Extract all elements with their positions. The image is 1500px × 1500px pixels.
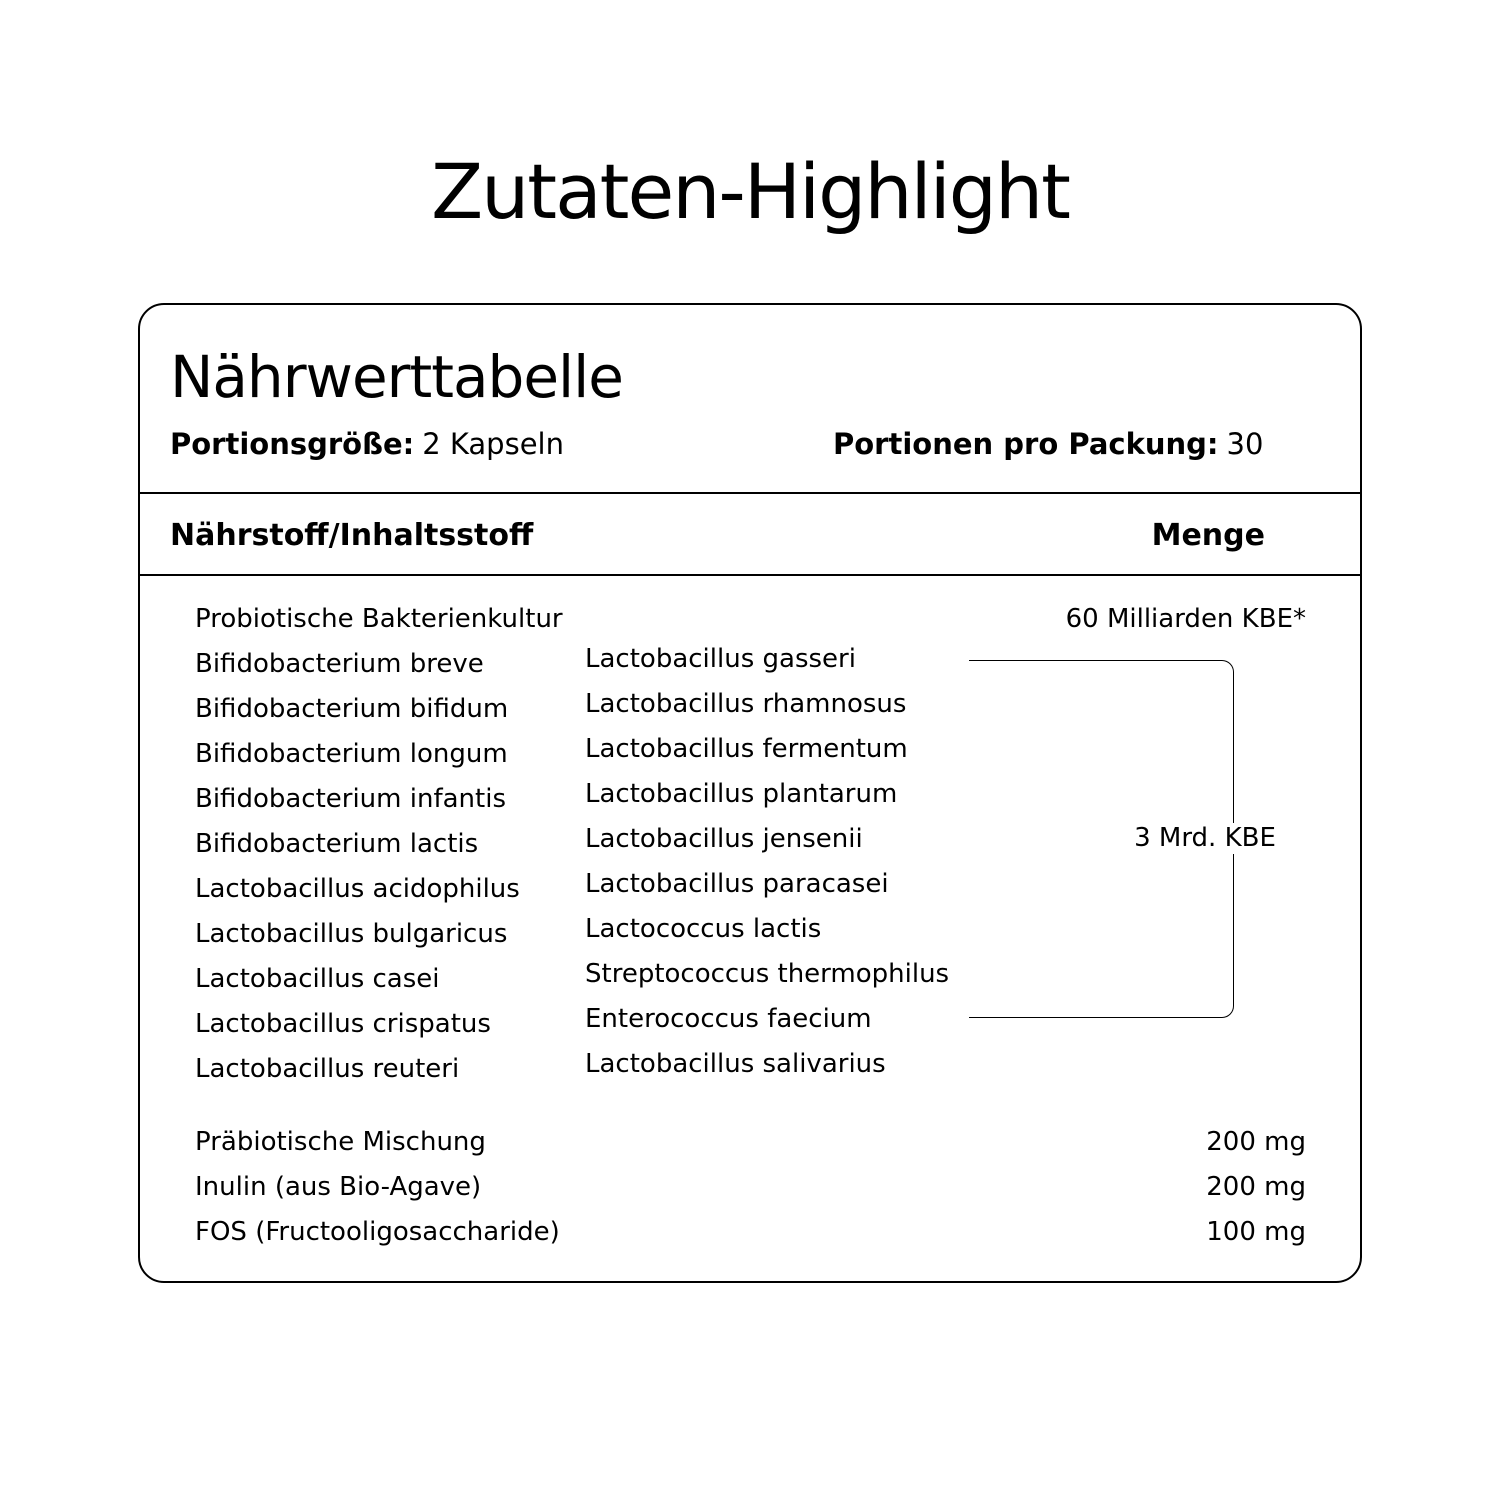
probiotic-label: Probiotische Bakterienkultur (195, 604, 563, 634)
divider (140, 492, 1360, 494)
serving-size (170, 427, 564, 462)
serving-size-label: Portionsgröße: (170, 427, 415, 461)
strain-item: Lactobacillus paracasei (585, 869, 889, 899)
strain-item: Lactobacillus crispatus (195, 1009, 491, 1039)
servings-per-pack-value: 30 (1226, 427, 1264, 461)
nutrition-table (138, 303, 1362, 1283)
strain-item: Lactobacillus rhamnosus (585, 689, 907, 719)
strain-item: Lactobacillus plantarum (585, 779, 898, 809)
page-headline: Zutaten-Highlight (431, 147, 1069, 236)
servings-per-pack-label: Portionen pro Packung: (833, 427, 1219, 461)
strain-item: Lactobacillus gasseri (585, 644, 856, 674)
strain-item: Enterococcus faecium (585, 1004, 872, 1034)
serving-size-value: 2 Kapseln (422, 427, 564, 461)
strain-item: Bifidobacterium bifidum (195, 694, 509, 724)
prebiotic-amount: 200 mg (1206, 1127, 1306, 1157)
strain-item: Lactobacillus acidophilus (195, 874, 520, 904)
strain-item: Bifidobacterium breve (195, 649, 484, 679)
strain-item: Lactobacillus reuteri (195, 1054, 460, 1084)
group-amount: 3 Mrd. KBE (1130, 823, 1280, 854)
prebiotic-name: Inulin (aus Bio-Agave) (195, 1172, 482, 1202)
strain-item: Lactobacillus jensenii (585, 824, 863, 854)
strain-item: Lactococcus lactis (585, 914, 822, 944)
strain-item: Bifidobacterium lactis (195, 829, 479, 859)
table-title: Nährwerttabelle (170, 343, 623, 411)
prebiotic-amount: 200 mg (1206, 1172, 1306, 1202)
strain-item: Lactobacillus bulgaricus (195, 919, 508, 949)
strain-item: Lactobacillus casei (195, 964, 440, 994)
prebiotic-name: FOS (Fructooligosaccharide) (195, 1217, 560, 1247)
strain-item: Lactobacillus salivarius (585, 1049, 886, 1079)
strain-item: Lactobacillus fermentum (585, 734, 908, 764)
prebiotic-name: Präbiotische Mischung (195, 1127, 486, 1157)
strain-item: Bifidobacterium infantis (195, 784, 506, 814)
servings-per-pack (833, 427, 1263, 462)
column-header-nutrient: Nährstoff/Inhaltsstoff (170, 518, 534, 553)
prebiotic-amount: 100 mg (1206, 1217, 1306, 1247)
probiotic-amount: 60 Milliarden KBE* (1065, 604, 1306, 634)
strain-item: Streptococcus thermophilus (585, 959, 950, 989)
column-header-amount: Menge (1151, 518, 1265, 553)
divider (140, 574, 1360, 576)
strain-item: Bifidobacterium longum (195, 739, 508, 769)
